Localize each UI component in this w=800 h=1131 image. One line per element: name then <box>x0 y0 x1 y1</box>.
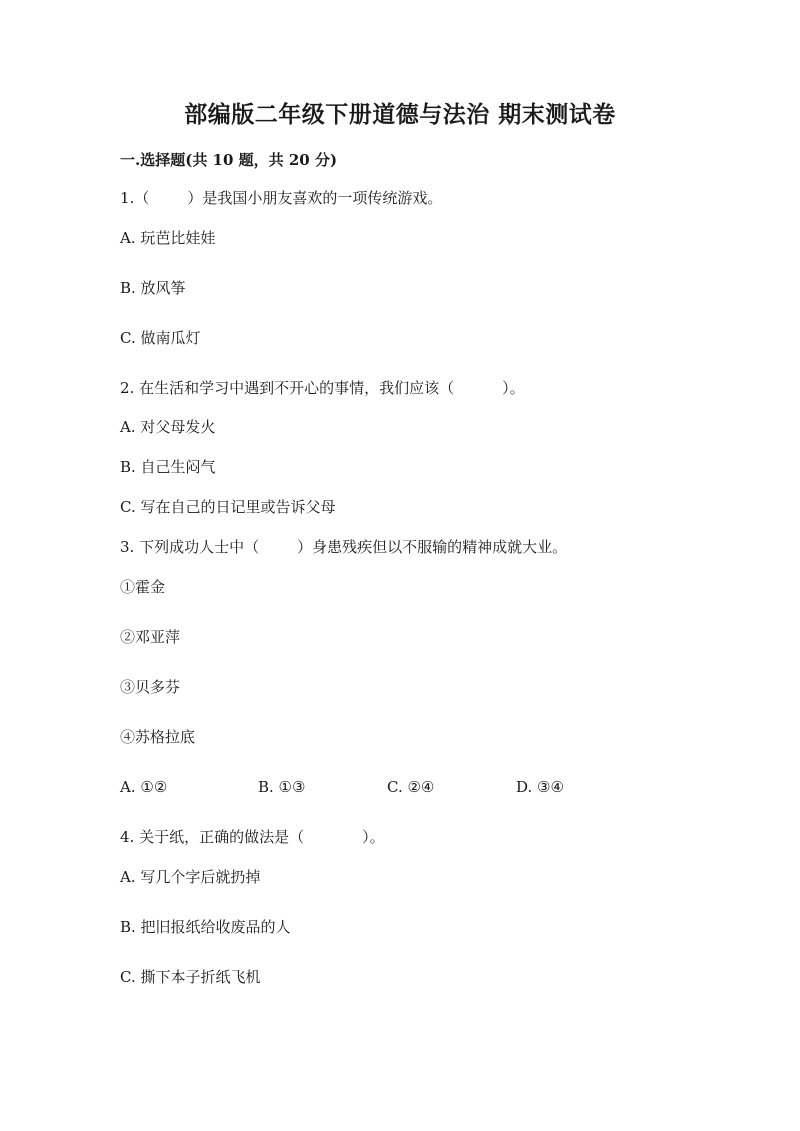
question-1-stem <box>120 188 442 208</box>
question-4-option-a: A. 写几个字后就扔掉 <box>120 868 261 886</box>
question-1-stem-before: 1.（ <box>120 189 150 207</box>
question-2-option-c: C. 写在自己的日记里或告诉父母 <box>120 498 336 516</box>
question-3-option-d: D. ③④ <box>516 778 564 796</box>
question-2-stem-after: ）。 <box>502 379 525 397</box>
section-heading: 一.选择题(共 10 题，共 20 分) <box>120 151 338 169</box>
question-3-item-1: ①霍金 <box>120 578 166 596</box>
question-3-item-3: ③贝多芬 <box>120 678 181 696</box>
question-4-option-c: C. 撕下本子折纸飞机 <box>120 968 261 986</box>
question-4-option-b: B. 把旧报纸给收废品的人 <box>120 918 291 936</box>
question-1-option-b: B. 放风筝 <box>120 279 186 297</box>
page-title: 部编版二年级下册道德与法治 期末测试卷 <box>184 101 616 128</box>
question-3-stem-after: ）身患残疾但以不服输的精神成就大业。 <box>297 538 568 556</box>
question-2-stem-before: 2. 在生活和学习中遇到不开心的事情，我们应该（ <box>120 379 455 397</box>
question-3-stem <box>120 537 567 557</box>
question-1-option-a: A. 玩芭比娃娃 <box>120 229 216 247</box>
question-4-stem-before: 4. 关于纸，正确的做法是（ <box>120 828 305 846</box>
question-3-option-a: A. ①② <box>120 778 168 796</box>
question-1-stem-after: ）是我国小朋友喜欢的一项传统游戏。 <box>187 189 443 207</box>
question-3-item-4: ④苏格拉底 <box>120 728 196 746</box>
question-2-stem <box>120 378 525 398</box>
question-3-option-c: C. ②④ <box>387 778 435 796</box>
question-3-item-2: ②邓亚萍 <box>120 628 181 646</box>
question-2-option-b: B. 自己生闷气 <box>120 458 216 476</box>
question-3-stem-before: 3. 下列成功人士中（ <box>120 538 260 556</box>
question-3-option-b: B. ①③ <box>258 778 306 796</box>
question-2-option-a: A. 对父母发火 <box>120 418 216 436</box>
question-1-option-c: C. 做南瓜灯 <box>120 329 201 347</box>
question-4-stem-after: ）。 <box>362 828 385 846</box>
question-4-stem <box>120 827 385 847</box>
